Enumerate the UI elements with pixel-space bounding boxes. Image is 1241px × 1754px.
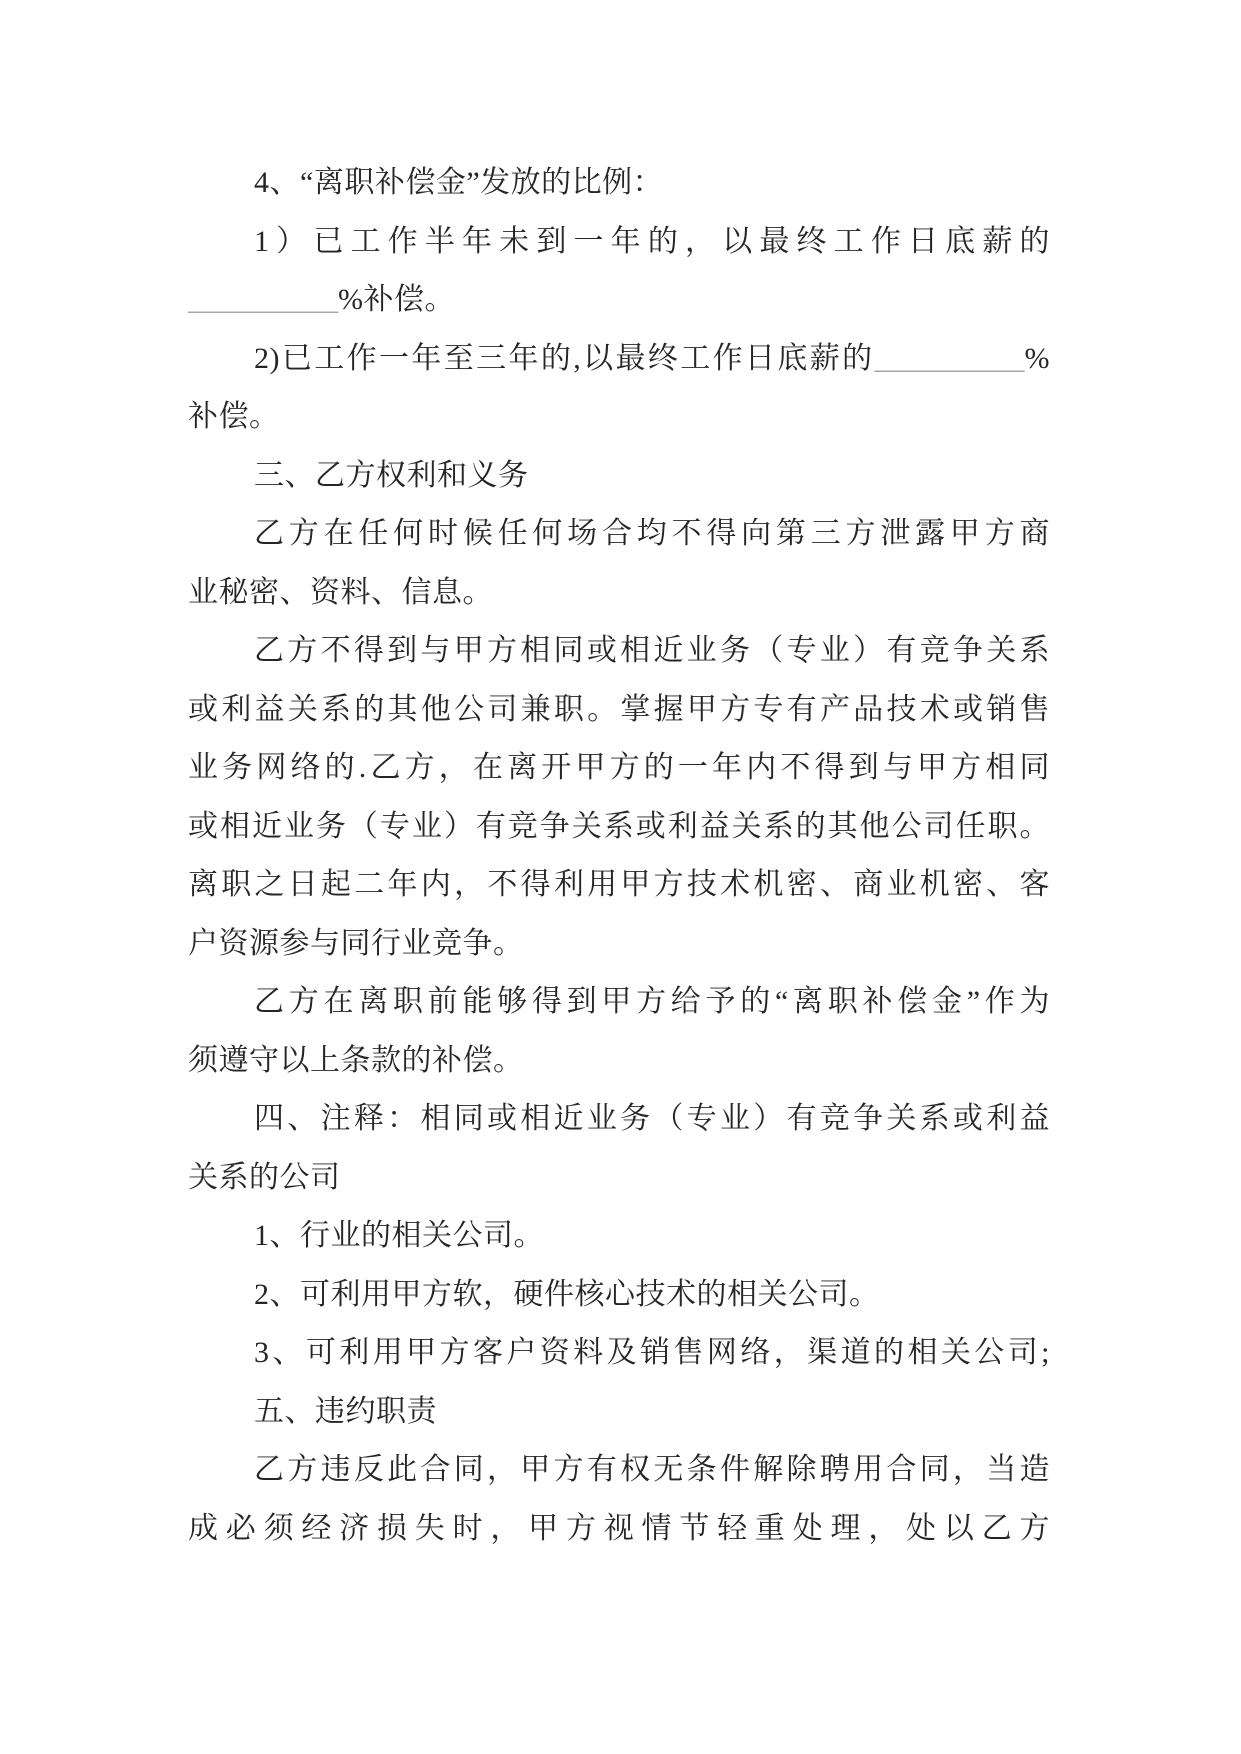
document-line xyxy=(188,856,1050,915)
text-run: 乙方违反此合同，甲方有权无条件解除聘用合同，当造 xyxy=(254,1453,1050,1486)
text-run: %补偿。 xyxy=(338,283,455,316)
text-run: 乙方在离职前能够得到甲方给予的“离职补偿金”作为 xyxy=(254,985,1050,1018)
document-line xyxy=(188,447,1050,506)
text-run: 2、可利用甲方软，硬件核心技术的相关公司。 xyxy=(254,1277,880,1311)
document-line xyxy=(188,330,1050,389)
text-run: 关系的公司 xyxy=(188,1160,341,1194)
document-line xyxy=(188,622,1050,681)
document-line xyxy=(188,798,1050,857)
text-run: 四、注释：相同或相近业务（专业）有竞争关系或利益 xyxy=(254,1102,1050,1135)
document-line xyxy=(188,915,1050,974)
text-run: 或相近业务（专业）有竞争关系或利益关系的其他公司任职。 xyxy=(188,809,1050,843)
document-line xyxy=(188,1090,1050,1149)
document-line xyxy=(188,154,1050,213)
document-line xyxy=(188,681,1050,740)
document-line xyxy=(188,1149,1050,1208)
document-line xyxy=(188,388,1050,447)
document-line xyxy=(188,1324,1050,1383)
document-line xyxy=(188,1032,1050,1091)
text-run: 1）已工作半年未到一年的，以最终工作日底薪的 xyxy=(254,224,1050,258)
text-run: 补偿。 xyxy=(188,400,280,433)
document-line xyxy=(188,564,1050,623)
document-line xyxy=(188,505,1050,564)
text-run: 须遵守以上条款的补偿。 xyxy=(188,1043,524,1077)
text-run: 业秘密、资料、信息。 xyxy=(188,575,493,609)
text-run: 五、违约职责 xyxy=(254,1394,437,1428)
text-run: % xyxy=(1024,341,1050,375)
document-line xyxy=(188,1441,1050,1500)
document-line xyxy=(188,973,1050,1032)
text-run: 3、可利用甲方客户资料及销售网络，渠道的相关公司; xyxy=(254,1336,1050,1369)
document-line xyxy=(188,1383,1050,1442)
document-line xyxy=(188,739,1050,798)
document-line xyxy=(188,213,1050,272)
document-line xyxy=(188,271,1050,330)
text-run: 乙方不得到与甲方相同或相近业务（专业）有竞争关系 xyxy=(254,634,1050,667)
text-run: 离职之日起二年内，不得利用甲方技术机密、商业机密、客 xyxy=(188,868,1050,901)
text-run: 乙方在任何时候任何场合均不得向第三方泄露甲方商 xyxy=(254,517,1050,550)
document-line xyxy=(188,1207,1050,1266)
text-run: 业务网络的.乙方，在离开甲方的一年内不得到与甲方相同 xyxy=(188,751,1050,784)
document-line xyxy=(188,1266,1050,1325)
text-run: 2)已工作一年至三年的,以最终工作日底薪的 xyxy=(254,341,875,375)
text-run: 1、行业的相关公司。 xyxy=(254,1219,544,1252)
text-run: 三、乙方权利和义务 xyxy=(254,458,529,492)
document-body xyxy=(188,154,1050,1558)
text-run: 或利益关系的其他公司兼职。掌握甲方专有产品技术或销售 xyxy=(188,692,1050,726)
fill-in-blank: __________ xyxy=(874,341,1025,375)
document-line xyxy=(188,1500,1050,1559)
fill-in-blank: __________ xyxy=(188,283,338,316)
text-run: 成必须经济损失时，甲方视情节轻重处理，处以乙方 xyxy=(188,1511,1050,1545)
text-run: 户资源参与同行业竞争。 xyxy=(188,926,524,960)
text-run: 4、“离职补偿金”发放的比例： xyxy=(254,166,664,199)
